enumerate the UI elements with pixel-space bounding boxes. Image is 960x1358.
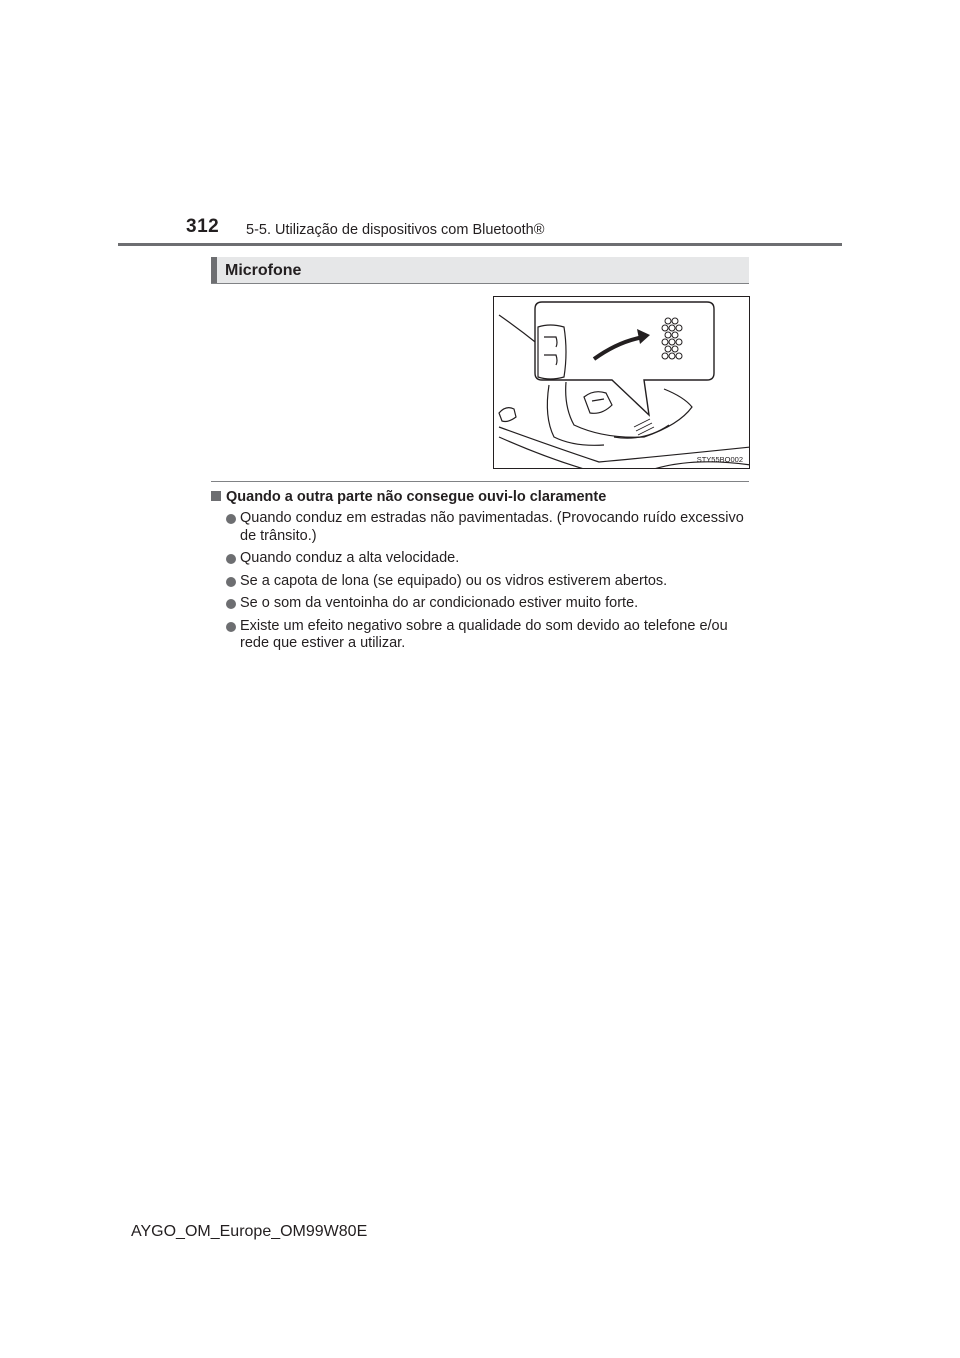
- square-bullet-icon: [211, 491, 221, 501]
- bullet-dot-icon: [226, 514, 236, 524]
- note-title-text: Quando a outra parte não consegue ouvi-lo claramente: [226, 489, 607, 505]
- list-item-text: Existe um efeito negativo sobre a qualidade do som devido ao telefone e/ou rede que estiver a utilizar.: [240, 617, 728, 651]
- heading-bar: [211, 257, 749, 284]
- note-list: [226, 510, 756, 658]
- section-title: 5-5. Utilização de dispositivos com Bluetooth®: [246, 222, 545, 238]
- list-item-text: Quando conduz a alta velocidade.: [240, 550, 460, 566]
- bullet-dot-icon: [226, 554, 236, 564]
- header-rule: [118, 243, 842, 246]
- bullet-dot-icon: [226, 599, 236, 609]
- list-item-text: Quando conduz em estradas não pavimentadas. (Provocando ruído excessivo de trânsito.): [240, 510, 744, 544]
- list-item: [226, 618, 756, 653]
- list-item: [226, 573, 756, 591]
- note-title: [211, 489, 751, 505]
- figure-code: STY55BO002: [696, 455, 743, 464]
- list-item: [226, 510, 756, 545]
- bullet-dot-icon: [226, 577, 236, 587]
- page-number: 312: [186, 216, 220, 237]
- list-item: [226, 550, 756, 568]
- divider: [211, 481, 749, 482]
- heading-text: Microfone: [225, 262, 302, 279]
- list-item-text: Se o som da ventoinha do ar condicionado estiver muito forte.: [240, 595, 639, 611]
- list-item: [226, 595, 756, 613]
- microphone-location-illustration: [494, 297, 750, 469]
- bullet-dot-icon: [226, 622, 236, 632]
- footer-code: AYGO_OM_Europe_OM99W80E: [131, 1223, 368, 1240]
- list-item-text: Se a capota de lona (se equipado) ou os vidros estiverem abertos.: [240, 572, 668, 589]
- figure: [493, 296, 750, 469]
